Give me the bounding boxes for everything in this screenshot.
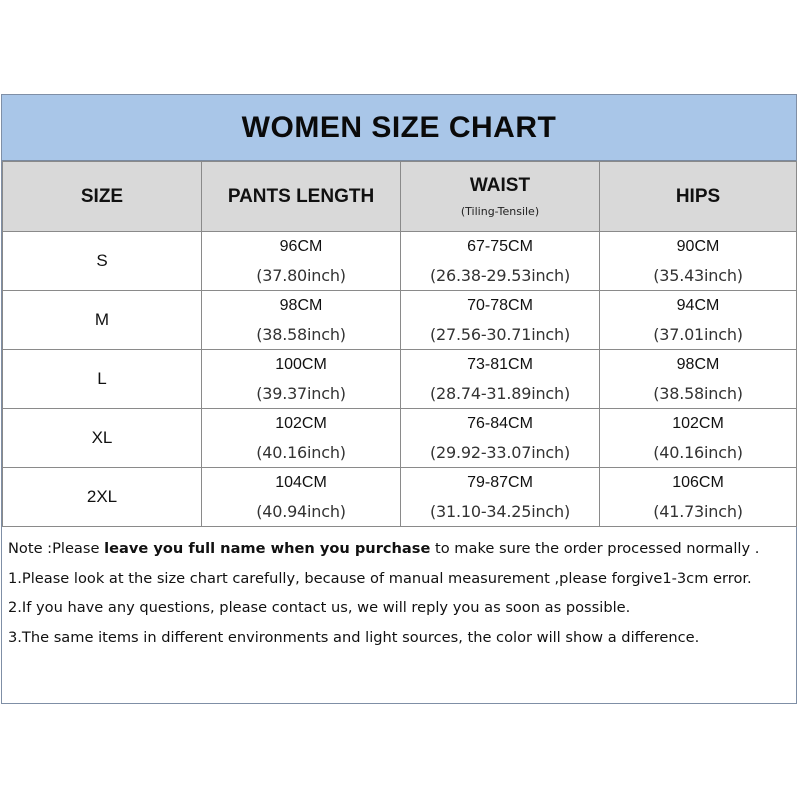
table-row [3,291,797,350]
hips-inch: (37.01inch) [653,324,743,344]
waist-cell [401,291,600,350]
table-row [3,350,797,409]
hips-cm: 106CM [672,473,724,491]
header-pants-length: PANTS LENGTH [202,162,401,232]
pants-length-cell [202,232,401,291]
table-row [3,468,797,527]
pants-inch: (38.58inch) [256,324,346,344]
chart-title: WOMEN SIZE CHART [241,110,557,144]
hips-cell [600,232,797,291]
pants-cm: 100CM [275,355,327,373]
pants-inch: (39.37inch) [256,383,346,403]
hips-inch: (41.73inch) [653,501,743,521]
size-cell: L [3,350,202,409]
waist-inch: (28.74-31.89inch) [430,383,570,403]
size-cell: S [3,232,202,291]
waist-cm: 76-84CM [467,414,533,432]
hips-cell [600,350,797,409]
hips-cell [600,409,797,468]
hips-cm: 102CM [672,414,724,432]
waist-inch: (27.56-30.71inch) [430,324,570,344]
pants-cm: 98CM [279,296,323,314]
note-prefix: Note :Please [8,540,105,557]
waist-inch: (31.10-34.25inch) [430,501,570,521]
pants-length-cell [202,468,401,527]
waist-inch: (29.92-33.07inch) [430,442,570,462]
hips-cell [600,468,797,527]
waist-cell [401,409,600,468]
hips-inch: (38.58inch) [653,383,743,403]
pants-cm: 102CM [275,414,327,432]
size-cell: 2XL [3,468,202,527]
waist-inch: (26.38-29.53inch) [430,265,570,285]
pants-inch: (40.16inch) [256,442,346,462]
note-item-2: 2.If you have any questions, please contact us, we will reply you as soon as possible. [8,599,631,616]
hips-inch: (40.16inch) [653,442,743,462]
hips-cm: 94CM [676,296,720,314]
header-waist [401,162,600,232]
table-row [3,409,797,468]
header-waist-label: WAIST [469,175,531,196]
waist-cm: 70-78CM [467,296,533,314]
pants-length-cell [202,350,401,409]
pants-inch: (40.94inch) [256,501,346,521]
note-suffix: to make sure the order processed normally . [430,540,760,557]
waist-cm: 67-75CM [467,237,533,255]
hips-cell [600,291,797,350]
hips-inch: (35.43inch) [653,265,743,285]
pants-inch: (37.80inch) [256,265,346,285]
size-cell: XL [3,409,202,468]
pants-length-cell [202,409,401,468]
size-cell: M [3,291,202,350]
note-bold-text: leave you full name when you purchase [104,540,431,557]
waist-cell [401,232,600,291]
chart-title-bar [2,95,796,161]
waist-cm: 79-87CM [467,473,533,491]
waist-cell [401,468,600,527]
size-table [2,161,797,527]
hips-cm: 98CM [676,355,720,373]
waist-cell [401,350,600,409]
waist-cm: 73-81CM [467,355,533,373]
note-line [8,534,792,564]
header-waist-sub: (Tiling-Tensile) [460,205,540,218]
note-item-3: 3.The same items in different environments and light sources, the color will show a difference. [8,628,700,646]
notes-section [8,534,792,652]
pants-cm: 104CM [275,473,327,491]
table-row [3,232,797,291]
pants-length-cell [202,291,401,350]
header-hips: HIPS [600,162,797,232]
note-item-1: 1.Please look at the size chart carefully, because of manual measurement ,please forgive1-3cm error. [8,569,752,587]
hips-cm: 90CM [676,237,720,255]
table-header-row [3,162,797,232]
header-size: SIZE [3,162,202,232]
pants-cm: 96CM [279,237,323,255]
